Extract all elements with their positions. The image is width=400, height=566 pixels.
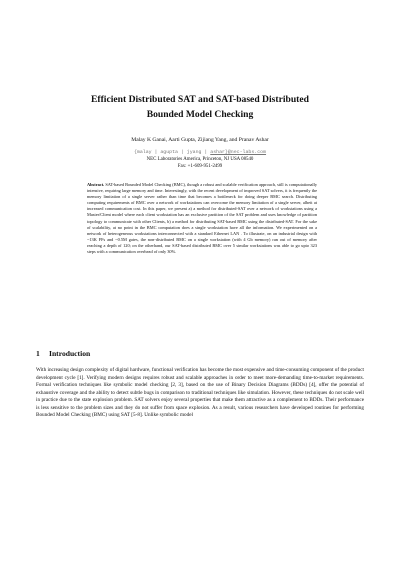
affiliation: NEC Laboratories America, Princeton, NJ USA 08540 <box>146 156 254 162</box>
abstract-text: SAT-based Bounded Model Checking (BMC), though a robust and scalable verification approach, still is computationally intensive, requiring large memory and time. Interestingly, with the recent development of improved SAT solvers, it is frequently the memory limitation of a single server rather than time that becomes a bottleneck for doing deeper BMC search. Distributing computing requirements of BMC over a network of workstations can overcome the memory limitation of a single server, albeit at increased communication cost. In this paper, we present a) a method for distributed-SAT over a network of workstations using a Master/Client model where each client workstation has an exclusive partition of the SAT problem and uses knowledge of partition topology to communicate with other Clients, b) a method for distributing SAT-based BMC using the distributed-SAT. For the sake of scalability, at no point in the BMC computation does a single workstation have all the information. We experimented on a network of heterogeneous workstations interconnected with a standard Ethernet LAN . To illustrate, on an industrial design with ~13K FFs and ~0.5M gates, the non-distributed BMC on a single workstation (with 4 Gb memory) ran out of memory after reaching a depth of 120; on the otherhand, our SAT-based distributed BMC over 5 similar workstations was able to go upto 323 steps with a communication overhead of only 30%. <box>87 182 317 255</box>
author-list: Malay K Ganai, Aarti Gupta, Zijiang Yang, and Pranav Ashar <box>131 137 269 143</box>
email-link[interactable]: ashar}@nec-labs.com <box>210 150 267 155</box>
abstract <box>87 182 317 255</box>
title-line-2: Bounded Model Checking <box>146 109 254 120</box>
abstract-label: Abstract. <box>87 182 105 187</box>
email-line <box>40 150 360 157</box>
section-heading <box>36 349 90 358</box>
section-title: Introduction <box>49 349 91 358</box>
author-contact <box>40 150 360 170</box>
email-prefix: {malay | agupta | jyang | <box>133 150 211 155</box>
fax-number: Fax: +1-609-951-2499 <box>177 163 223 169</box>
title-line-1: Efficient Distributed SAT and SAT-based Distributed <box>91 94 309 105</box>
paper-title <box>40 92 360 122</box>
intro-paragraph: With increasing design complexity of digital hardware, functional verification has become the most expensive and time-consuming component of the product development cycle [1]. Verifying modern designs requires robust and scalable approaches in order to meet more-demanding time-to-market requirements. Formal verification techniques like symbolic model checking [2, 3], based on the use of Binary Decision Diagrams (BDDs) [4], offer the potential of exhaustive coverage and the ability to detect subtle bugs in comparison to traditional techniques like simulation. However, these techniques do not scale well in practice due to the state explosion problem. SAT solvers enjoy several properties that make them attractive as a complement to BDDs. Their performance is less sensitive to the problem sizes and they do not suffer from space explosion. As a result, various researchers have developed routines for performing Bounded Model Checking (BMC) using SAT [5-8]. Unlike symbolic model <box>36 367 364 418</box>
section-number: 1 <box>36 349 40 358</box>
